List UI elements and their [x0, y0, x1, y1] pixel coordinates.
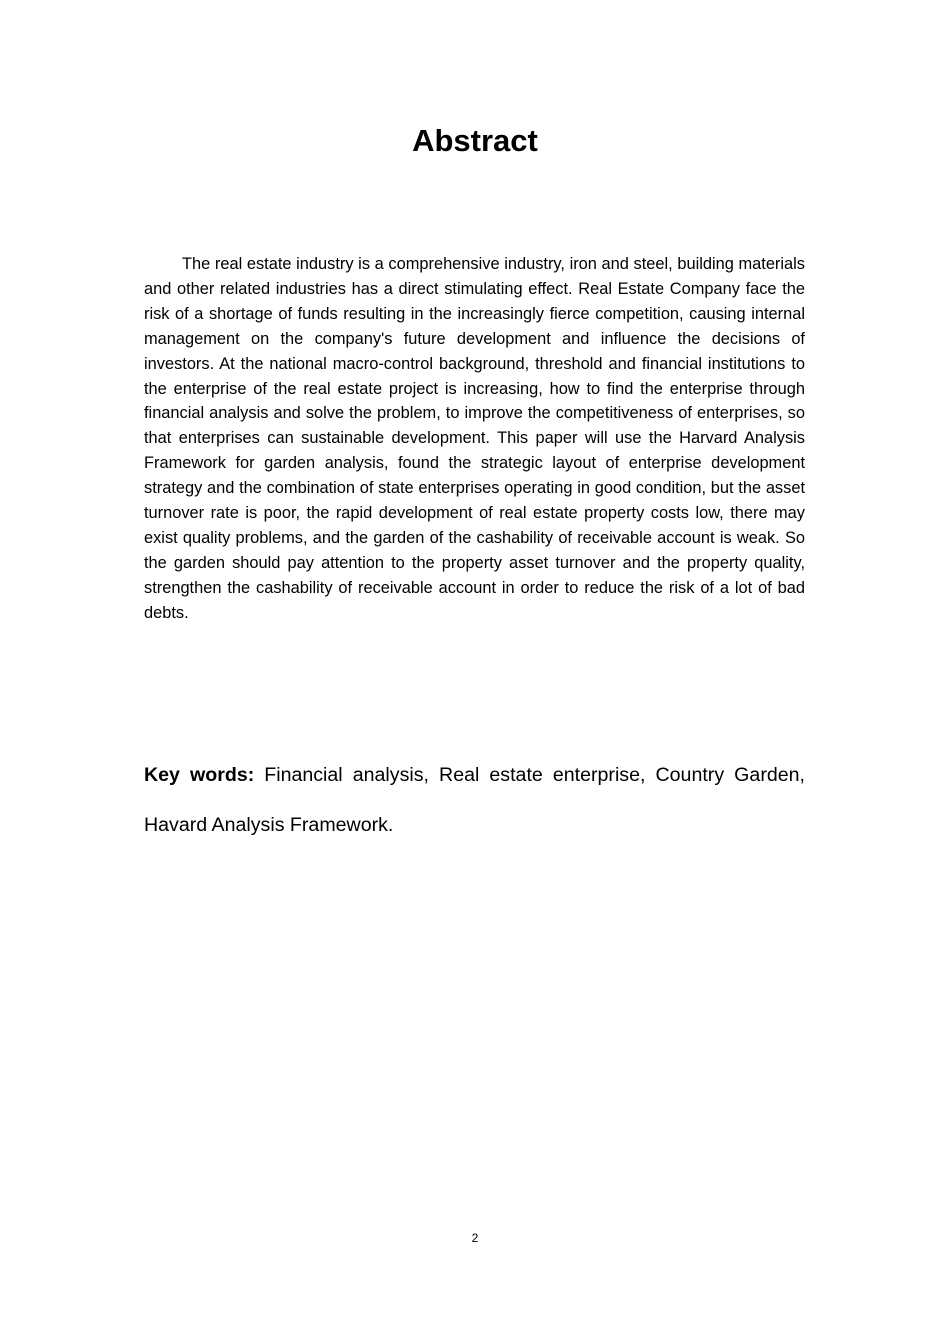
keywords-text: Financial analysis, Real estate enterprise, Country Garden, Havard Analysis Framework.: [144, 764, 805, 836]
keywords-section: [144, 751, 805, 850]
page-number: 2: [471, 1231, 479, 1245]
keywords-label: Key words:: [144, 764, 255, 786]
page-title: Abstract: [412, 123, 538, 158]
abstract-paragraph: The real estate industry is a comprehensive industry, iron and steel, building materials and other related industries has a direct stimulating effect. Real Estate Company face the risk of a shortage of funds resulting in the increasingly fierce competition, causing internal management on the company's future development and influence the decisions of investors. At the national macro-control background, threshold and financial institutions to the enterprise of the real estate project is increasing, how to find the enterprise through financial analysis and solve the problem, to improve the competitiveness of enterprises, so that enterprises can sustainable development. This paper will use the Harvard Analysis Framework for garden analysis, found the strategic layout of enterprise development strategy and the combination of state enterprises operating in good condition, but the asset turnover rate is poor, the rapid development of real estate property costs low, there may exist quality problems, and the garden of the cashability of receivable account is weak. So the garden should pay attention to the property asset turnover and the property quality, strengthen the cashability of receivable account in order to reduce the risk of a lot of bad debts.: [144, 255, 805, 622]
